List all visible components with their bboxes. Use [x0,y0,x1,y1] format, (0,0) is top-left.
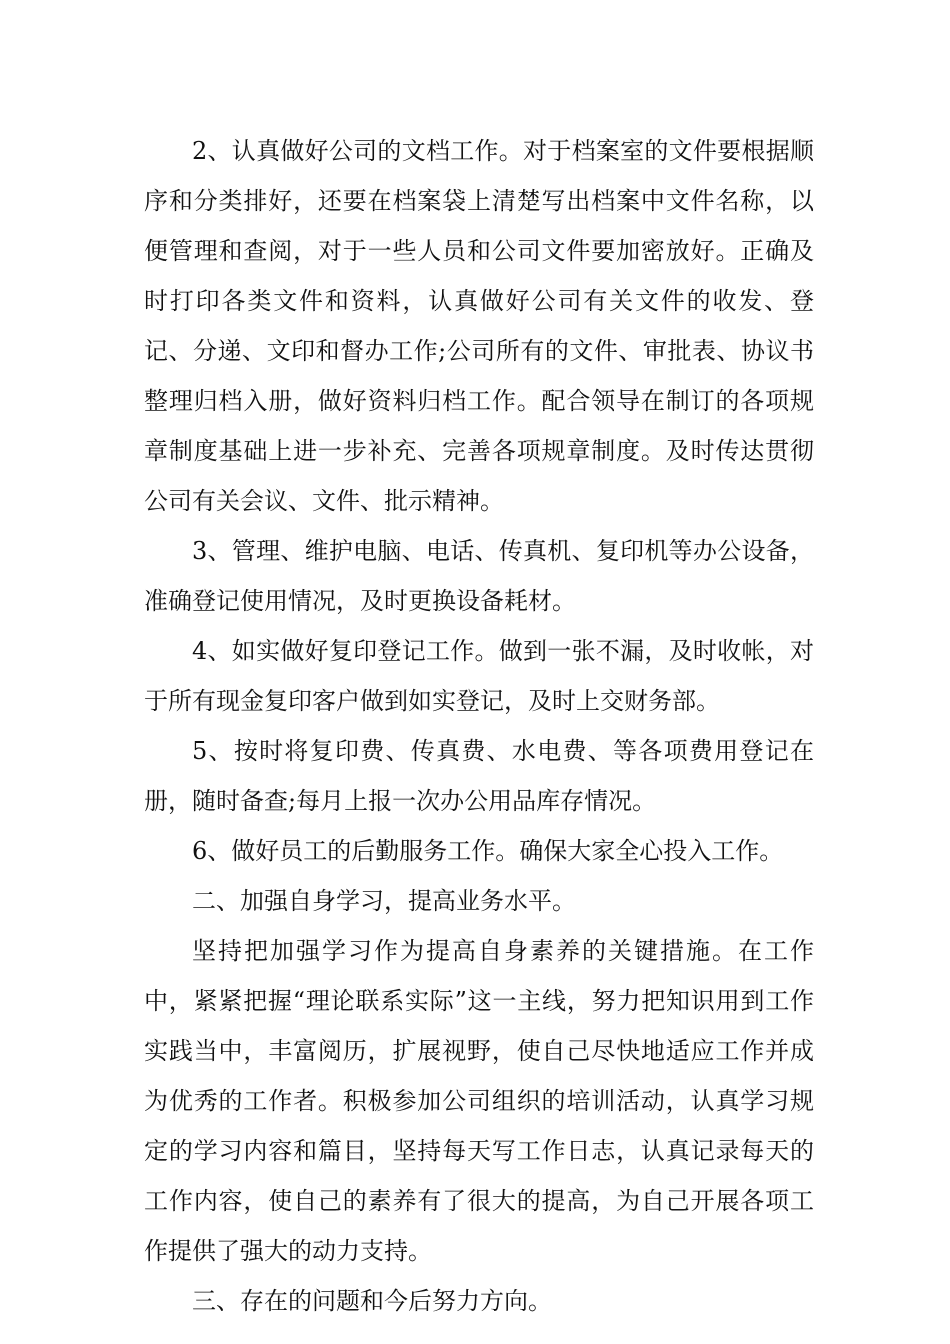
paragraph-copy-registration: 4、如实做好复印登记工作。做到一张不漏，及时收帐，对于所有现金复印客户做到如实登记，及时上交财务部。 [144,637,814,715]
section-heading-self-study: 二、加强自身学习，提高业务水平。 [192,887,576,915]
document-body [144,126,814,1326]
paragraph-logistics-service: 6、做好员工的后勤服务工作。确保大家全心投入工作。 [192,837,784,865]
section-heading-problems: 三、存在的问题和今后努力方向。 [192,1287,552,1315]
paragraph-self-study: 坚持把加强学习作为提高自身素养的关键措施。在工作中，紧紧把握“理论联系实际”这一主线，努力把知识用到工作实践当中，丰富阅历，扩展视野，使自己尽快地适应工作并成为优秀的工作者。积极参加公司组织的培训活动，认真学习规定的学习内容和篇目，坚持每天写工作日志，认真记录每天的工作内容，使自己的素养有了很大的提高，为自己开展各项工作提供了强大的动力支持。 [144,937,814,1265]
paragraph-archive-work: 2、认真做好公司的文档工作。对于档案室的文件要根据顺序和分类排好，还要在档案袋上清楚写出档案中文件名称，以便管理和查阅，对于一些人员和公司文件要加密放好。正确及时打印各类文件和资料，认真做好公司有关文件的收发、登记、分递、文印和督办工作;公司所有的文件、审批表、协议书整理归档入册，做好资料归档工作。配合领导在制订的各项规章制度基础上进一步补充、完善各项规章制度。及时传达贯彻公司有关会议、文件、批示精神。 [144,137,814,515]
paragraph-office-equipment: 3、管理、维护电脑、电话、传真机、复印机等办公设备，准确登记使用情况，及时更换设备耗材。 [144,537,814,615]
paragraph-fee-registration: 5、按时将复印费、传真费、水电费、等各项费用登记在册，随时备查;每月上报一次办公用品库存情况。 [144,737,814,815]
